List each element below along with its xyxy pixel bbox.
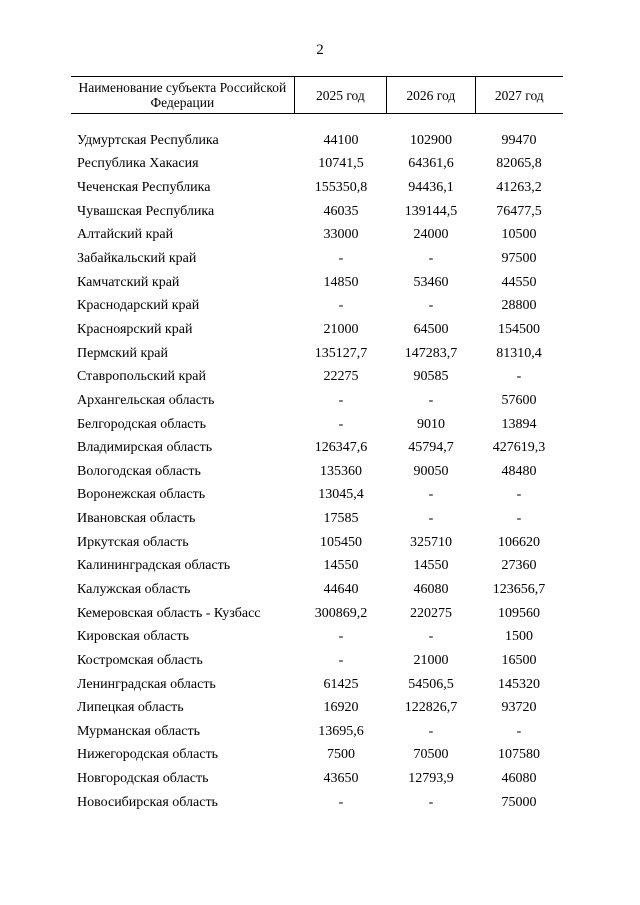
- value-2025-cell: 44100: [323, 132, 359, 148]
- table-row: [71, 767, 563, 791]
- subject-name-cell: Ставропольский край: [77, 369, 206, 385]
- value-2027-cell: 99470: [501, 132, 537, 148]
- table-row: [71, 507, 563, 531]
- value-2026-cell: 70500: [413, 747, 449, 763]
- value-2027-cell: 97500: [501, 251, 537, 267]
- header-2025: 2025 год: [295, 77, 387, 113]
- value-2027-cell: -: [516, 487, 522, 503]
- value-2025-cell: -: [338, 629, 344, 645]
- table-row: [71, 294, 563, 318]
- table-header: [71, 76, 563, 114]
- value-2026-cell: 94436,1: [408, 180, 454, 196]
- value-2025-cell: 33000: [323, 227, 359, 243]
- value-2027-cell: 154500: [498, 321, 540, 337]
- value-2027-cell: -: [516, 511, 522, 527]
- value-2026-cell: 220275: [410, 605, 452, 621]
- table-row: [71, 791, 563, 815]
- table-row: [71, 555, 563, 579]
- value-2025-cell: 300869,2: [314, 605, 368, 621]
- value-2025-cell: 14550: [323, 558, 359, 574]
- value-2026-cell: 54506,5: [408, 676, 454, 692]
- value-2025-cell: 105450: [320, 534, 362, 550]
- value-2026-cell: -: [428, 487, 434, 503]
- value-2026-cell: 45794,7: [408, 440, 454, 456]
- value-2026-cell: -: [428, 298, 434, 314]
- value-2025-cell: 14850: [323, 274, 359, 290]
- value-2026-cell: 147283,7: [404, 345, 458, 361]
- value-2025-cell: 21000: [323, 321, 359, 337]
- subject-name-cell: Костромская область: [77, 652, 203, 668]
- value-2025-cell: -: [338, 251, 344, 267]
- table-body: [71, 114, 563, 815]
- value-2027-cell: -: [516, 369, 522, 385]
- value-2026-cell: 325710: [410, 534, 452, 550]
- value-2025-cell: 13695,6: [318, 723, 364, 739]
- header-subject: Наименование субъекта Российской Федерации: [71, 77, 295, 113]
- value-2025-cell: 22275: [323, 369, 359, 385]
- table-row: [71, 153, 563, 177]
- table-row: [71, 673, 563, 697]
- header-2027: 2027 год: [494, 87, 544, 103]
- subject-name-cell: Красноярский край: [77, 321, 193, 337]
- subject-name-cell: Липецкая область: [77, 700, 184, 716]
- value-2026-cell: -: [428, 251, 434, 267]
- value-2027-cell: 27360: [501, 558, 537, 574]
- value-2026-cell: -: [428, 723, 434, 739]
- table-row: [71, 271, 563, 295]
- table-row: [71, 625, 563, 649]
- value-2025-cell: 7500: [327, 747, 355, 763]
- subject-name-cell: Республика Хакасия: [77, 156, 199, 172]
- value-2027-cell: 46080: [501, 771, 537, 787]
- value-2027-cell: 82065,8: [496, 156, 542, 172]
- subject-name-cell: Белгородская область: [77, 416, 207, 432]
- table-row: [71, 365, 563, 389]
- subject-name-cell: Забайкальский край: [77, 251, 197, 267]
- value-2026-cell: 102900: [410, 132, 452, 148]
- table-row: [71, 531, 563, 555]
- subject-name-cell: Удмуртская Республика: [77, 132, 219, 148]
- table-row: [71, 247, 563, 271]
- value-2026-cell: 139144,5: [404, 203, 458, 219]
- subject-name-cell: Архангельская область: [77, 392, 215, 408]
- subject-name-cell: Иркутская область: [77, 534, 189, 550]
- table-row: [71, 744, 563, 768]
- value-2027-cell: 16500: [501, 652, 537, 668]
- value-2027-cell: 48480: [501, 463, 537, 479]
- value-2027-cell: 81310,4: [496, 345, 542, 361]
- value-2025-cell: 16920: [323, 700, 359, 716]
- value-2026-cell: -: [428, 629, 434, 645]
- table-row: [71, 696, 563, 720]
- value-2027-cell: 145320: [498, 676, 540, 692]
- value-2026-cell: 122826,7: [404, 700, 458, 716]
- value-2025-cell: -: [338, 416, 344, 432]
- value-2025-cell: 13045,4: [318, 487, 364, 503]
- value-2026-cell: 90050: [413, 463, 449, 479]
- value-2027-cell: 75000: [501, 794, 537, 810]
- value-2025-cell: 135127,7: [314, 345, 368, 361]
- value-2026-cell: 24000: [413, 227, 449, 243]
- value-2027-cell: 13894: [501, 416, 537, 432]
- value-2025-cell: -: [338, 652, 344, 668]
- value-2026-cell: -: [428, 794, 434, 810]
- subject-name-cell: Краснодарский край: [77, 298, 200, 314]
- value-2026-cell: 64500: [413, 321, 449, 337]
- value-2026-cell: 64361,6: [408, 156, 454, 172]
- subject-name-cell: Калининградская область: [77, 558, 231, 574]
- value-2027-cell: 76477,5: [496, 203, 542, 219]
- value-2025-cell: 46035: [323, 203, 359, 219]
- table-row: [71, 200, 563, 224]
- value-2026-cell: 53460: [413, 274, 449, 290]
- budget-table: [71, 76, 563, 815]
- value-2026-cell: 14550: [413, 558, 449, 574]
- subject-name-cell: Кемеровская область - Кузбасс: [77, 605, 261, 621]
- table-row: [71, 389, 563, 413]
- table-row: [71, 129, 563, 153]
- value-2025-cell: 61425: [323, 676, 359, 692]
- table-row: [71, 602, 563, 626]
- value-2027-cell: 1500: [505, 629, 533, 645]
- value-2027-cell: 44550: [501, 274, 537, 290]
- value-2025-cell: 10741,5: [318, 156, 364, 172]
- value-2025-cell: -: [338, 794, 344, 810]
- value-2026-cell: 9010: [417, 416, 445, 432]
- subject-name-cell: Владимирская область: [77, 440, 213, 456]
- subject-name-cell: Ивановская область: [77, 511, 196, 527]
- value-2025-cell: 44640: [323, 581, 359, 597]
- value-2027-cell: 427619,3: [492, 440, 546, 456]
- value-2027-cell: 109560: [498, 605, 540, 621]
- value-2027-cell: 106620: [498, 534, 540, 550]
- value-2027-cell: 10500: [501, 227, 537, 243]
- value-2027-cell: 107580: [498, 747, 540, 763]
- value-2025-cell: 43650: [323, 771, 359, 787]
- value-2026-cell: -: [428, 392, 434, 408]
- value-2026-cell: -: [428, 511, 434, 527]
- subject-name-cell: Кировская область: [77, 629, 190, 645]
- subject-name-cell: Вологодская область: [77, 463, 201, 479]
- subject-name-cell: Новосибирская область: [77, 794, 218, 810]
- table-row: [71, 342, 563, 366]
- subject-name-cell: Нижегородская область: [77, 747, 219, 763]
- value-2027-cell: 41263,2: [496, 180, 542, 196]
- subject-name-cell: Мурманская область: [77, 723, 201, 739]
- table-row: [71, 176, 563, 200]
- subject-name-cell: Чувашская Республика: [77, 203, 215, 219]
- table-row: [71, 436, 563, 460]
- table-row: [71, 720, 563, 744]
- table-row: [71, 578, 563, 602]
- value-2025-cell: -: [338, 392, 344, 408]
- value-2025-cell: 135360: [320, 463, 362, 479]
- value-2027-cell: -: [516, 723, 522, 739]
- value-2026-cell: 46080: [413, 581, 449, 597]
- table-row: [71, 484, 563, 508]
- value-2026-cell: 90585: [413, 369, 449, 385]
- value-2025-cell: 126347,6: [314, 440, 368, 456]
- value-2027-cell: 28800: [501, 298, 537, 314]
- value-2025-cell: 17585: [323, 511, 359, 527]
- table-row: [71, 224, 563, 248]
- subject-name-cell: Ленинградская область: [77, 676, 216, 692]
- value-2027-cell: 93720: [501, 700, 537, 716]
- table-row: [71, 413, 563, 437]
- value-2025-cell: -: [338, 298, 344, 314]
- page-number: 2: [316, 42, 324, 58]
- value-2027-cell: 123656,7: [492, 581, 546, 597]
- header-2026: 2026 год: [387, 77, 475, 113]
- value-2026-cell: 12793,9: [408, 771, 454, 787]
- subject-name-cell: Калужская область: [77, 581, 191, 597]
- table-row: [71, 318, 563, 342]
- subject-name-cell: Новгородская область: [77, 771, 209, 787]
- table-row: [71, 649, 563, 673]
- value-2027-cell: 57600: [501, 392, 537, 408]
- table-row: [71, 460, 563, 484]
- subject-name-cell: Воронежская область: [77, 487, 206, 503]
- subject-name-cell: Камчатский край: [77, 274, 180, 290]
- subject-name-cell: Чеченская Республика: [77, 180, 211, 196]
- subject-name-cell: Алтайский край: [77, 227, 174, 243]
- value-2026-cell: 21000: [413, 652, 449, 668]
- value-2025-cell: 155350,8: [314, 180, 368, 196]
- subject-name-cell: Пермский край: [77, 345, 168, 361]
